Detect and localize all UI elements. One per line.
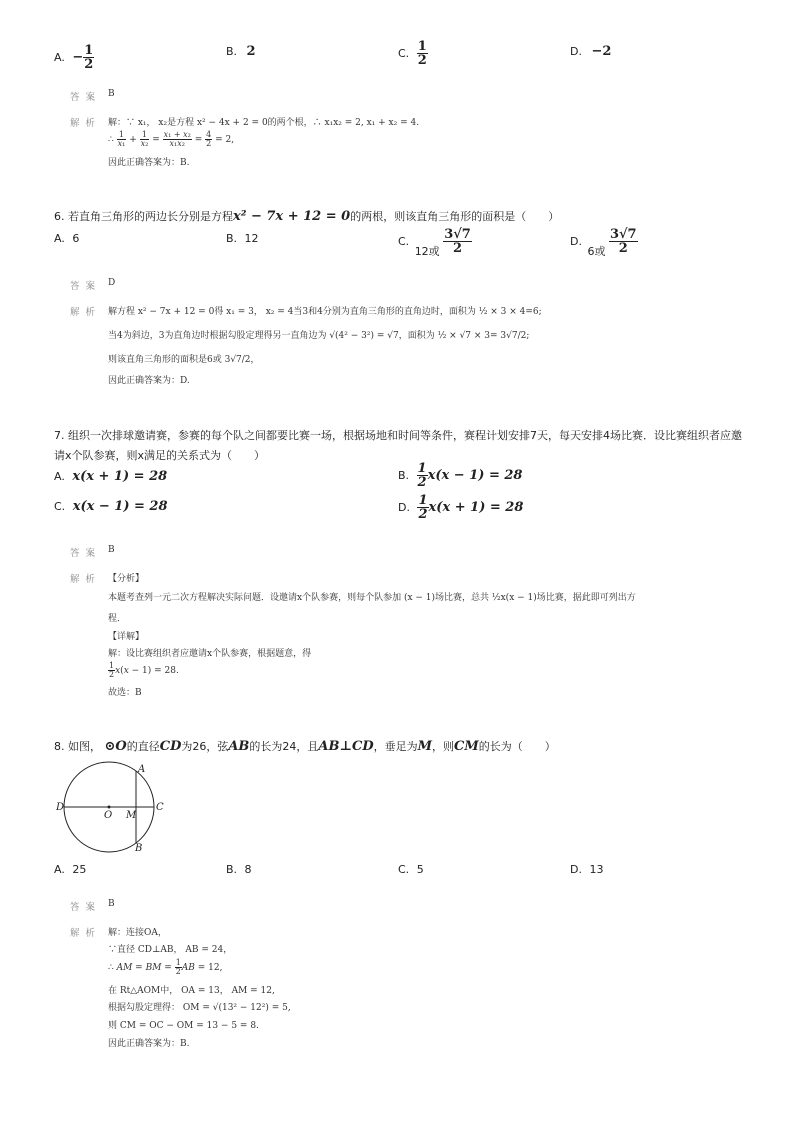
q8-option-b[interactable]: [226, 863, 252, 876]
q7-option-b[interactable]: [398, 462, 522, 489]
q6-solution-line-4: 因此正确答案为：D.: [108, 376, 190, 386]
q5-option-c-letter: C.: [398, 47, 410, 60]
q8-stem-cm: CM: [454, 739, 479, 754]
q7-option-c-value: x(x − 1) = 28: [72, 499, 168, 514]
q8-stem-e: ，垂足为: [373, 740, 418, 753]
q5-option-c[interactable]: [398, 40, 428, 67]
q6-answer-label: 答案: [70, 281, 102, 292]
q6-stem-equation: x² − 7x + 12 = 0: [233, 209, 351, 224]
q7-option-d-letter: D.: [398, 501, 410, 514]
q6-option-b-letter: B.: [226, 232, 238, 245]
q8-solution-line-2: ∵直径 CD⊥AB， AB = 24，: [108, 945, 233, 955]
q5-answer: B: [108, 89, 115, 99]
q7-option-d-value: $\frac{1}{2}$ x(x + 1) = 28: [418, 493, 524, 522]
q5-option-b[interactable]: [226, 44, 256, 59]
q8-stem-c: 为26，弦: [181, 740, 229, 753]
q8-option-b-value: 8: [244, 863, 252, 876]
q6-option-c-prefix: 12或: [414, 245, 440, 258]
q6-stem-b: 的两根，则该直角三角形的面积是（ ）: [350, 210, 560, 223]
q8-option-a-letter: A.: [54, 863, 65, 876]
q7-option-a-value: x(x + 1) = 28: [72, 469, 168, 484]
center-point-o: [108, 806, 111, 809]
q5-option-d-value: −2: [591, 44, 612, 59]
q6-analysis-label: 解析: [70, 307, 102, 318]
q6-solution-line-2: 当4为斜边，3为直角边时根据勾股定理得另一直角边为 √(4² − 3²) = √7，面积为 ½ × √7 × 3= 3√7/2;: [108, 331, 530, 341]
q6-option-a[interactable]: [54, 232, 79, 245]
q7-analysis-label: 解析: [70, 574, 102, 585]
q7-answer: B: [108, 545, 115, 555]
q7-option-a[interactable]: [54, 469, 167, 484]
q8-solution-line-7: 因此正确答案为：B.: [108, 1039, 190, 1049]
q6-option-d-prefix: 6或: [587, 245, 606, 258]
q8-stem-perp: AB⊥CD: [318, 739, 374, 754]
q6-option-d-value: $\frac{3√7}{2}$: [609, 227, 637, 256]
q7-xiangjie-heading: 【详解】: [108, 632, 145, 642]
q6-option-a-value: 6: [72, 232, 80, 245]
q7-option-d[interactable]: [398, 494, 523, 521]
q7-option-a-letter: A.: [54, 470, 65, 483]
label-m: M: [126, 810, 137, 821]
q8-solution-line-5: 根据勾股定理得： OM = √(13² − 12²) = 5,: [108, 1003, 291, 1013]
q8-stem-a: 8. 如图，: [54, 740, 101, 753]
q6-stem-a: 6. 若直角三角形的两边长分别是方程: [54, 210, 233, 223]
q8-option-c[interactable]: [398, 863, 424, 876]
q5-solution-line-2: ∴ $\frac{1}{\text{x₁}}$ + $\frac{1}{\text{x₂}}$ = $\frac{\text{x₁ + x₂}}{\text{x₁x₂}}$ = $\frac{4}{2}$ = 2,: [108, 130, 235, 148]
q8-stem: [54, 738, 556, 754]
q8-solution-line-1: 解：连接OA，: [108, 928, 167, 938]
q7-solution-line-1: 本题考查列一元二次方程解决实际问题．设邀请x个队参赛，则每个队参加 (x − 1)场比赛，总共 ½x(x − 1)场比赛，据此即可列出方: [108, 593, 636, 603]
q8-stem-g: 的长为（ ）: [478, 740, 556, 753]
q7-solution-line-2: 程．: [108, 614, 127, 624]
q8-circle-figure: [54, 760, 174, 855]
q6-option-b[interactable]: [226, 232, 259, 245]
q6-option-a-letter: A.: [54, 232, 65, 245]
q6-answer: D: [108, 278, 116, 288]
q8-solution-line-3: ∴ AM = BM = $\frac{1}{2}$ AB = 12,: [108, 958, 223, 976]
q7-option-b-letter: B.: [398, 469, 410, 482]
q6-solution-line-1: 解方程 x² − 7x + 12 = 0得 x₁ = 3， x₂ = 4当3和4分别为直角三角形的直角边时，面积为 ½ × 3 × 4=6;: [108, 307, 542, 317]
q5-option-c-value: $\frac{1}{2}$: [417, 39, 427, 68]
q8-option-b-letter: B.: [226, 863, 238, 876]
q8-option-d-letter: D.: [570, 863, 582, 876]
q5-solution-line-1: 解：∵ x₁， x₂是方程 x² − 4x + 2 = 0的两个根，∴ x₁x₂ = 2, x₁ + x₂ = 4.: [108, 118, 420, 128]
q5-option-a[interactable]: [54, 44, 94, 71]
q5-option-b-value: 2: [246, 44, 256, 59]
q6-stem: [54, 208, 559, 224]
q5-option-d[interactable]: [570, 44, 611, 59]
q6-option-c-letter: C.: [398, 235, 410, 248]
q7-answer-label: 答案: [70, 548, 102, 559]
q6-solution-line-3: 则该直角三角形的面积是6或 3√7/2，: [108, 355, 260, 365]
q8-stem-m: M: [417, 739, 432, 754]
q8-option-c-letter: C.: [398, 863, 410, 876]
q7-stem-line-1: 7. 组织一次排球邀请赛，参赛的每个队之间都要比赛一场，根据场地和时间等条件，赛程计划安排7天，每天安排4场比赛．设比赛组织者应邀: [54, 429, 742, 442]
q8-answer: B: [108, 899, 115, 909]
q8-stem-f: ，则: [432, 740, 454, 753]
q8-option-c-value: 5: [416, 863, 424, 876]
q6-option-c[interactable]: [398, 227, 472, 258]
q8-solution-line-4: 在 Rt△AOM中， OA = 13， AM = 12,: [108, 986, 275, 996]
q8-stem-ab: AB: [228, 739, 250, 754]
q7-option-c-letter: C.: [54, 500, 66, 513]
label-c: C: [156, 802, 164, 813]
label-d: D: [56, 802, 65, 813]
q8-option-a-value: 25: [72, 863, 87, 876]
q8-option-a[interactable]: [54, 863, 86, 876]
q5-option-a-letter: A.: [54, 51, 65, 64]
q8-option-d-value: 13: [589, 863, 604, 876]
q8-option-d[interactable]: [570, 863, 603, 876]
q8-stem-b: 的直径: [126, 740, 160, 753]
q6-option-b-value: 12: [244, 232, 259, 245]
q7-fenxi-heading: 【分析】: [108, 574, 145, 584]
q5-answer-label: 答案: [70, 92, 102, 103]
q6-option-d-letter: D.: [570, 235, 582, 248]
q5-option-b-letter: B.: [226, 45, 238, 58]
q8-answer-label: 答案: [70, 902, 102, 913]
q8-solution-line-6: 则 CM = OC − OM = 13 − 5 = 8.: [108, 1021, 259, 1031]
q7-stem-line-2: 请x个队参赛，则x满足的关系式为（ ）: [54, 449, 266, 462]
q7-option-c[interactable]: [54, 499, 168, 514]
q7-option-b-value: $\frac{1}{2}$ x(x − 1) = 28: [417, 461, 523, 490]
q7-solution-line-3: 解：设比赛组织者应邀请x个队参赛，根据题意，得: [108, 649, 312, 659]
q6-option-d[interactable]: [570, 227, 638, 258]
label-b: B: [135, 843, 143, 854]
q8-stem-d: 的长为24，且: [249, 740, 319, 753]
q5-option-a-value: − $\frac{1}{2}$: [72, 43, 94, 72]
q8-analysis-label: 解析: [70, 928, 102, 939]
label-o: O: [104, 810, 113, 821]
q7-solution-line-5: 故选：B: [108, 688, 142, 698]
q5-option-d-letter: D.: [570, 45, 582, 58]
label-a: A: [138, 764, 146, 775]
q5-analysis-label: 解析: [70, 118, 102, 129]
q5-solution-line-3: 因此正确答案为：B.: [108, 158, 190, 168]
q8-stem-circle: ⊙O: [104, 739, 127, 754]
q7-solution-line-4: $\frac{1}{2}$ x(x − 1) = 28.: [109, 661, 179, 679]
q8-stem-cd: CD: [159, 739, 182, 754]
q6-option-c-value: $\frac{3√7}{2}$: [444, 227, 471, 256]
